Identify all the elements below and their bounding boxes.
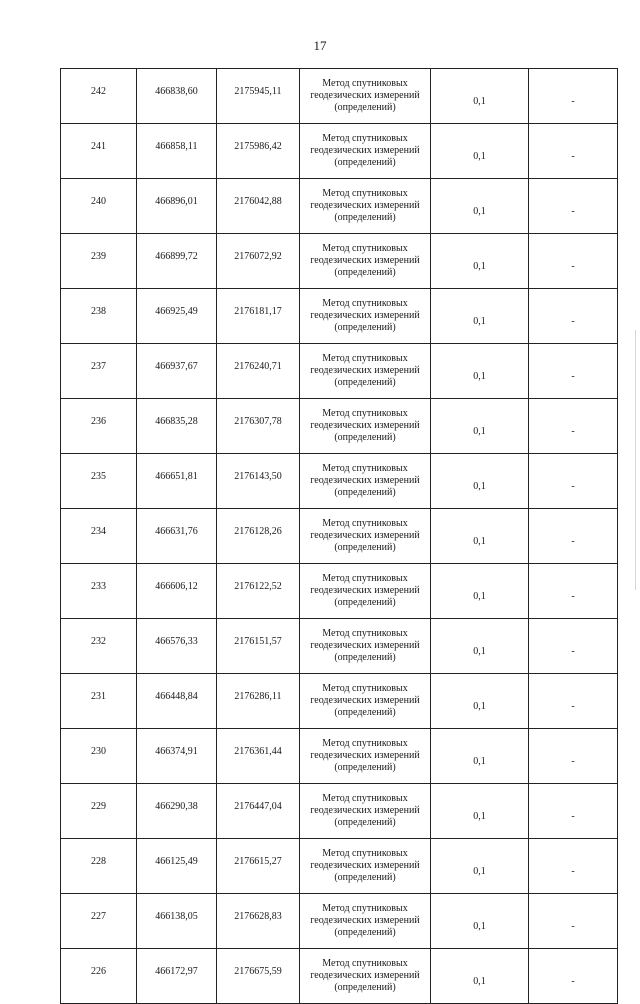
table-row bbox=[61, 399, 618, 454]
y-coordinate-cell: 2176240,71 bbox=[217, 344, 300, 399]
point-number-cell: 229 bbox=[61, 784, 137, 839]
y-coordinate-cell: 2176143,50 bbox=[217, 454, 300, 509]
point-number-cell: 235 bbox=[61, 454, 137, 509]
accuracy-cell: 0,1 bbox=[431, 289, 529, 344]
x-coordinate-cell: 466606,12 bbox=[137, 564, 217, 619]
page-number: 17 bbox=[313, 38, 327, 53]
accuracy-cell: 0,1 bbox=[431, 69, 529, 124]
point-number-cell: 231 bbox=[61, 674, 137, 729]
accuracy-cell: 0,1 bbox=[431, 674, 529, 729]
point-number-cell: 227 bbox=[61, 894, 137, 949]
x-coordinate-cell: 466651,81 bbox=[137, 454, 217, 509]
table-row bbox=[61, 454, 618, 509]
method-cell bbox=[300, 784, 431, 839]
point-number-cell: 230 bbox=[61, 729, 137, 784]
y-coordinate-cell: 2176128,26 bbox=[217, 509, 300, 564]
extra-cell: - bbox=[529, 784, 618, 839]
extra-cell: - bbox=[529, 289, 618, 344]
extra-cell: - bbox=[529, 949, 618, 1004]
x-coordinate-cell: 466858,11 bbox=[137, 124, 217, 179]
x-coordinate-cell: 466290,38 bbox=[137, 784, 217, 839]
extra-cell: - bbox=[529, 454, 618, 509]
accuracy-cell: 0,1 bbox=[431, 399, 529, 454]
table-row bbox=[61, 344, 618, 399]
method-cell bbox=[300, 399, 431, 454]
accuracy-cell: 0,1 bbox=[431, 509, 529, 564]
y-coordinate-cell: 2176181,17 bbox=[217, 289, 300, 344]
method-cell bbox=[300, 564, 431, 619]
x-coordinate-cell: 466448,84 bbox=[137, 674, 217, 729]
method-cell bbox=[300, 894, 431, 949]
x-coordinate-cell: 466925,49 bbox=[137, 289, 217, 344]
point-number-cell: 228 bbox=[61, 839, 137, 894]
method-text: Метод спутниковых геодезических измерений (определений) bbox=[310, 78, 420, 113]
method-cell bbox=[300, 454, 431, 509]
extra-cell: - bbox=[529, 124, 618, 179]
y-coordinate-cell: 2176151,57 bbox=[217, 619, 300, 674]
extra-cell: - bbox=[529, 399, 618, 454]
method-cell bbox=[300, 619, 431, 674]
y-coordinate-cell: 2176447,04 bbox=[217, 784, 300, 839]
accuracy-cell: 0,1 bbox=[431, 839, 529, 894]
coordinates-table-body bbox=[61, 69, 618, 1004]
extra-cell: - bbox=[529, 179, 618, 234]
x-coordinate-cell: 466576,33 bbox=[137, 619, 217, 674]
accuracy-cell: 0,1 bbox=[431, 784, 529, 839]
accuracy-cell: 0,1 bbox=[431, 454, 529, 509]
accuracy-cell: 0,1 bbox=[431, 344, 529, 399]
accuracy-cell: 0,1 bbox=[431, 619, 529, 674]
point-number-cell: 242 bbox=[61, 69, 137, 124]
y-coordinate-cell: 2175945,11 bbox=[217, 69, 300, 124]
extra-cell: - bbox=[529, 234, 618, 289]
accuracy-cell: 0,1 bbox=[431, 564, 529, 619]
x-coordinate-cell: 466138,05 bbox=[137, 894, 217, 949]
extra-cell: - bbox=[529, 344, 618, 399]
x-coordinate-cell: 466896,01 bbox=[137, 179, 217, 234]
method-cell bbox=[300, 344, 431, 399]
method-cell bbox=[300, 839, 431, 894]
table-row bbox=[61, 234, 618, 289]
x-coordinate-cell: 466172,97 bbox=[137, 949, 217, 1004]
method-cell bbox=[300, 729, 431, 784]
point-number-cell: 241 bbox=[61, 124, 137, 179]
method-text: Метод спутниковых геодезических измерений (определений) bbox=[310, 848, 420, 883]
method-text: Метод спутниковых геодезических измерений (определений) bbox=[310, 903, 420, 938]
table-row bbox=[61, 729, 618, 784]
point-number-cell: 232 bbox=[61, 619, 137, 674]
x-coordinate-cell: 466838,60 bbox=[137, 69, 217, 124]
table-row bbox=[61, 289, 618, 344]
accuracy-cell: 0,1 bbox=[431, 949, 529, 1004]
x-coordinate-cell: 466937,67 bbox=[137, 344, 217, 399]
point-number-cell: 233 bbox=[61, 564, 137, 619]
point-number-cell: 236 bbox=[61, 399, 137, 454]
table-row bbox=[61, 619, 618, 674]
table-row bbox=[61, 839, 618, 894]
method-cell bbox=[300, 124, 431, 179]
y-coordinate-cell: 2176628,83 bbox=[217, 894, 300, 949]
point-number-cell: 237 bbox=[61, 344, 137, 399]
method-cell bbox=[300, 674, 431, 729]
method-cell bbox=[300, 509, 431, 564]
y-coordinate-cell: 2176286,11 bbox=[217, 674, 300, 729]
extra-cell: - bbox=[529, 564, 618, 619]
method-text: Метод спутниковых геодезических измерений (определений) bbox=[310, 518, 420, 553]
scan-edge-mark bbox=[635, 330, 636, 590]
method-text: Метод спутниковых геодезических измерений (определений) bbox=[310, 958, 420, 993]
accuracy-cell: 0,1 bbox=[431, 894, 529, 949]
accuracy-cell: 0,1 bbox=[431, 729, 529, 784]
y-coordinate-cell: 2176122,52 bbox=[217, 564, 300, 619]
point-number-cell: 239 bbox=[61, 234, 137, 289]
method-text: Метод спутниковых геодезических измерений (определений) bbox=[310, 628, 420, 663]
y-coordinate-cell: 2176675,59 bbox=[217, 949, 300, 1004]
point-number-cell: 226 bbox=[61, 949, 137, 1004]
x-coordinate-cell: 466835,28 bbox=[137, 399, 217, 454]
method-cell bbox=[300, 234, 431, 289]
method-cell bbox=[300, 949, 431, 1004]
method-text: Метод спутниковых геодезических измерений (определений) bbox=[310, 573, 420, 608]
method-text: Метод спутниковых геодезических измерений (определений) bbox=[310, 408, 420, 443]
method-cell bbox=[300, 289, 431, 344]
extra-cell: - bbox=[529, 509, 618, 564]
accuracy-cell: 0,1 bbox=[431, 124, 529, 179]
table-row bbox=[61, 179, 618, 234]
table-row bbox=[61, 564, 618, 619]
extra-cell: - bbox=[529, 619, 618, 674]
point-number-cell: 234 bbox=[61, 509, 137, 564]
extra-cell: - bbox=[529, 894, 618, 949]
method-cell bbox=[300, 179, 431, 234]
method-text: Метод спутниковых геодезических измерений (определений) bbox=[310, 188, 420, 223]
x-coordinate-cell: 466631,76 bbox=[137, 509, 217, 564]
x-coordinate-cell: 466374,91 bbox=[137, 729, 217, 784]
method-text: Метод спутниковых геодезических измерений (определений) bbox=[310, 298, 420, 333]
table-row bbox=[61, 894, 618, 949]
table-row bbox=[61, 124, 618, 179]
extra-cell: - bbox=[529, 839, 618, 894]
method-text: Метод спутниковых геодезических измерений (определений) bbox=[310, 353, 420, 388]
y-coordinate-cell: 2176361,44 bbox=[217, 729, 300, 784]
table-row bbox=[61, 949, 618, 1004]
method-text: Метод спутниковых геодезических измерений (определений) bbox=[310, 463, 420, 498]
method-text: Метод спутниковых геодезических измерений (определений) bbox=[310, 793, 420, 828]
x-coordinate-cell: 466125,49 bbox=[137, 839, 217, 894]
method-text: Метод спутниковых геодезических измерений (определений) bbox=[310, 738, 420, 773]
table-row bbox=[61, 784, 618, 839]
method-text: Метод спутниковых геодезических измерений (определений) bbox=[310, 243, 420, 278]
point-number-cell: 240 bbox=[61, 179, 137, 234]
table-row bbox=[61, 69, 618, 124]
coordinates-table bbox=[60, 68, 618, 1004]
y-coordinate-cell: 2176042,88 bbox=[217, 179, 300, 234]
method-text: Метод спутниковых геодезических измерений (определений) bbox=[310, 133, 420, 168]
y-coordinate-cell: 2175986,42 bbox=[217, 124, 300, 179]
accuracy-cell: 0,1 bbox=[431, 179, 529, 234]
point-number-cell: 238 bbox=[61, 289, 137, 344]
method-cell bbox=[300, 69, 431, 124]
y-coordinate-cell: 2176307,78 bbox=[217, 399, 300, 454]
y-coordinate-cell: 2176615,27 bbox=[217, 839, 300, 894]
extra-cell: - bbox=[529, 729, 618, 784]
method-text: Метод спутниковых геодезических измерений (определений) bbox=[310, 683, 420, 718]
x-coordinate-cell: 466899,72 bbox=[137, 234, 217, 289]
extra-cell: - bbox=[529, 674, 618, 729]
extra-cell: - bbox=[529, 69, 618, 124]
table-row bbox=[61, 509, 618, 564]
accuracy-cell: 0,1 bbox=[431, 234, 529, 289]
y-coordinate-cell: 2176072,92 bbox=[217, 234, 300, 289]
table-row bbox=[61, 674, 618, 729]
